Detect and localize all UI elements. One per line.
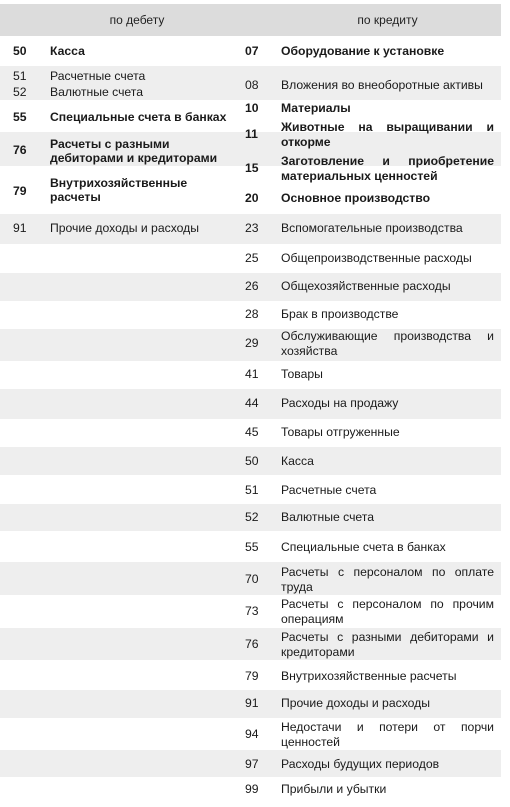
debit-account-number: 79	[13, 184, 27, 198]
credit-account-name: Расчеты с персоналом по прочим операциям	[281, 597, 494, 626]
credit-account-name: Расчеты с персоналом по оплате труда	[281, 565, 494, 594]
credit-account-number: 41	[245, 367, 259, 381]
debit-account-name: Внутрихозяйственные расчеты	[50, 176, 188, 204]
debit-account-name: Валютные счета	[50, 85, 144, 99]
credit-account-name: Животные на выращивании и откорме	[281, 120, 494, 149]
debit-account-number: 52	[13, 85, 27, 99]
credit-account-name: Расходы будущих периодов	[281, 757, 440, 771]
credit-account-name: Специальные счета в банках	[281, 540, 446, 554]
credit-account-number: 28	[245, 307, 259, 321]
credit-account-number: 91	[245, 696, 259, 710]
credit-account-name: Внутрихозяйственные расчеты	[281, 669, 457, 683]
credit-account-number: 15	[245, 161, 259, 175]
credit-account-number: 52	[245, 510, 259, 524]
credit-account-number: 76	[245, 637, 259, 651]
credit-account-name: Расчеты с разными дебиторами и кредиторами	[281, 630, 494, 659]
credit-account-name: Касса	[281, 454, 314, 468]
credit-account-name: Недостачи и потери от порчи ценностей	[281, 720, 494, 749]
debit-account-number: 91	[13, 221, 27, 235]
credit-account-name: Товары отгруженные	[281, 425, 400, 439]
credit-account-name: Товары	[281, 367, 323, 381]
credit-account-name: Расчетные счета	[281, 483, 377, 497]
debit-account-number: 55	[13, 110, 27, 124]
credit-account-number: 25	[245, 251, 259, 265]
credit-account-number: 10	[245, 101, 259, 115]
debit-account-number: 50	[13, 44, 27, 58]
credit-account-name: Валютные счета	[281, 510, 375, 524]
credit-account-name: Обслуживающие производства и хозяйства	[281, 329, 494, 358]
debit-account-name: Специальные счета в банках	[50, 110, 227, 124]
credit-account-number: 73	[245, 604, 259, 618]
debit-account-name: Прочие доходы и расходы	[50, 221, 200, 235]
debit-account-number: 51	[13, 69, 27, 83]
debit-account-name: Касса	[50, 44, 85, 58]
credit-account-number: 26	[245, 279, 259, 293]
credit-account-name: Заготовление и приобретение материальных ценностей	[281, 154, 494, 183]
credit-account-name: Основное производство	[281, 191, 431, 205]
credit-account-name: Брак в производстве	[281, 307, 399, 321]
credit-account-number: 11	[245, 127, 258, 141]
debit-account-name: Расчетные счета	[50, 69, 146, 83]
debit-account-name: Расчеты с разными дебиторами и кредиторами	[50, 137, 218, 165]
credit-account-number: 94	[245, 727, 259, 741]
credit-account-number: 23	[245, 221, 259, 235]
credit-account-number: 50	[245, 454, 259, 468]
credit-account-name: Общехозяйственные расходы	[281, 279, 451, 293]
credit-account-number: 79	[245, 669, 259, 683]
credit-account-number: 07	[245, 44, 259, 58]
credit-account-name: Вспомогательные производства	[281, 221, 463, 235]
credit-account-name: Оборудование к установке	[281, 44, 445, 58]
credit-account-name: Расходы на продажу	[281, 396, 399, 410]
credit-account-name: Материалы	[281, 101, 351, 115]
debit-account-number: 76	[13, 143, 27, 157]
credit-account-name: Общепроизводственные расходы	[281, 251, 472, 265]
credit-account-name: Вложения во внеоборотные активы	[281, 78, 483, 92]
credit-column-header: по кредиту	[357, 13, 418, 27]
credit-account-name: Прибыли и убытки	[281, 782, 387, 796]
table-header	[0, 4, 501, 36]
debit-column-header: по дебету	[109, 13, 165, 27]
credit-account-number: 08	[245, 78, 259, 92]
credit-account-number: 70	[245, 572, 259, 586]
credit-account-number: 20	[245, 191, 259, 205]
credit-account-number: 44	[245, 396, 259, 410]
credit-account-number: 97	[245, 757, 259, 771]
credit-account-number: 29	[245, 336, 259, 350]
credit-account-number: 51	[245, 483, 259, 497]
credit-account-number: 99	[245, 782, 259, 796]
credit-account-number: 45	[245, 425, 259, 439]
credit-account-number: 55	[245, 540, 259, 554]
credit-account-name: Прочие доходы и расходы	[281, 696, 431, 710]
